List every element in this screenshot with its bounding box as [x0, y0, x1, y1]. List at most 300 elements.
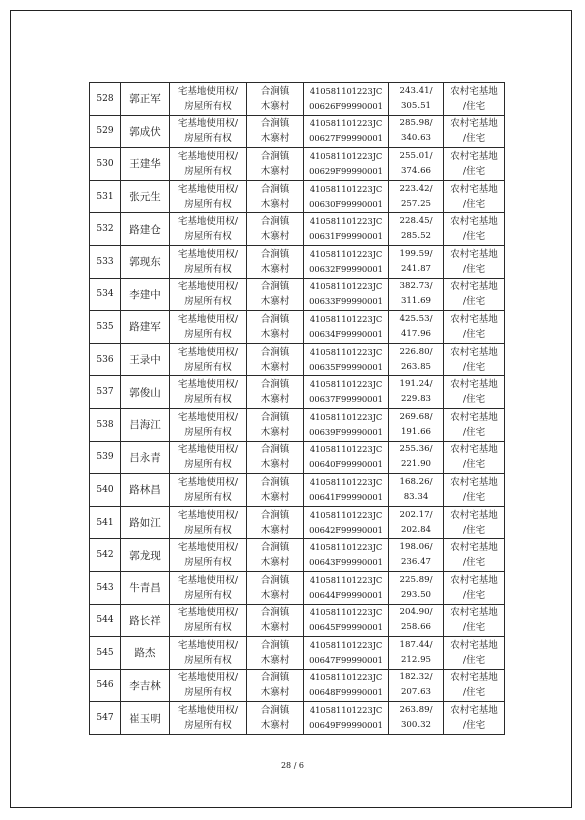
- table-row: [90, 278, 505, 311]
- land-use-text: 农村宅基地: [450, 85, 498, 97]
- table-row: [90, 311, 505, 344]
- right-type-text: 房屋所有权: [184, 589, 232, 601]
- land-use-cell: [444, 343, 505, 376]
- parcel-code-text: 410581101223JC: [309, 183, 383, 194]
- right-type-cell: [170, 148, 247, 181]
- location-text: 木寨村: [260, 198, 290, 210]
- right-type-cell: [170, 376, 247, 409]
- right-type-text: 房屋所有权: [184, 654, 232, 666]
- table-row: [90, 245, 505, 278]
- area-text: 207.63: [400, 687, 432, 698]
- table-row: [90, 148, 505, 181]
- right-type-text: 宅基地使用权/: [177, 85, 239, 97]
- land-use-text: /住宅: [462, 687, 486, 699]
- land-use-cell: [444, 571, 505, 604]
- parcel-code-text: 410581101223JC: [309, 248, 383, 259]
- parcel-code-text: 00642F99990001: [309, 524, 383, 535]
- owner-name-cell: [121, 245, 170, 278]
- right-type-text: 宅基地使用权/: [177, 248, 239, 260]
- area-text: 212.95: [400, 654, 432, 665]
- land-use-text: /住宅: [462, 133, 486, 145]
- location-text: 合涧镇: [260, 118, 290, 130]
- table-row: [90, 376, 505, 409]
- area-text: 191.24/: [399, 379, 433, 390]
- area-text: 293.50: [400, 589, 432, 600]
- land-use-text: 农村宅基地: [450, 444, 498, 456]
- owner-name-cell: [121, 408, 170, 441]
- area-text: 417.96: [400, 328, 432, 339]
- area-text: 187.44/: [399, 639, 433, 650]
- land-use-cell: [444, 637, 505, 670]
- location-text: 木寨村: [260, 296, 290, 308]
- location-text: 木寨村: [260, 328, 290, 340]
- location-text: 合涧镇: [260, 281, 290, 293]
- row-number-text: 531: [96, 191, 114, 202]
- owner-name-text: 牛青昌: [129, 582, 161, 595]
- right-type-cell: [170, 343, 247, 376]
- row-number-cell: [90, 441, 121, 474]
- parcel-code-cell: [304, 637, 389, 670]
- location-text: 木寨村: [260, 589, 290, 601]
- owner-name-text: 路建军: [129, 321, 161, 334]
- area-text: 258.66: [400, 622, 432, 633]
- right-type-text: 宅基地使用权/: [177, 118, 239, 130]
- land-use-text: 农村宅基地: [450, 118, 498, 130]
- area-cell: [389, 180, 444, 213]
- row-number-cell: [90, 506, 121, 539]
- location-cell: [247, 441, 304, 474]
- owner-name-text: 李建中: [129, 288, 161, 301]
- owner-name-cell: [121, 83, 170, 116]
- land-use-cell: [444, 245, 505, 278]
- land-use-text: /住宅: [462, 426, 486, 438]
- land-use-cell: [444, 148, 505, 181]
- location-text: 木寨村: [260, 263, 290, 275]
- area-cell: [389, 408, 444, 441]
- area-text: 198.06/: [399, 542, 433, 553]
- location-cell: [247, 571, 304, 604]
- right-type-text: 房屋所有权: [184, 231, 232, 243]
- area-cell: [389, 604, 444, 637]
- location-cell: [247, 278, 304, 311]
- right-type-cell: [170, 408, 247, 441]
- land-use-text: /住宅: [462, 263, 486, 275]
- row-number-text: 536: [96, 354, 114, 365]
- area-cell: [389, 637, 444, 670]
- location-text: 合涧镇: [260, 542, 290, 554]
- location-cell: [247, 669, 304, 702]
- row-number-cell: [90, 376, 121, 409]
- right-type-cell: [170, 637, 247, 670]
- parcel-code-cell: [304, 539, 389, 572]
- row-number-text: 537: [96, 387, 114, 398]
- parcel-code-text: 410581101223JC: [309, 346, 383, 357]
- table-row: [90, 539, 505, 572]
- land-use-text: /住宅: [462, 654, 486, 666]
- location-text: 木寨村: [260, 459, 290, 471]
- owner-name-cell: [121, 148, 170, 181]
- parcel-code-text: 00641F99990001: [309, 491, 383, 502]
- table-row: [90, 506, 505, 539]
- location-text: 合涧镇: [260, 411, 290, 423]
- owner-name-text: 吕海江: [129, 419, 161, 432]
- land-use-text: /住宅: [462, 231, 486, 243]
- land-use-text: 农村宅基地: [450, 705, 498, 717]
- owner-name-cell: [121, 604, 170, 637]
- row-number-cell: [90, 604, 121, 637]
- table-row: [90, 213, 505, 246]
- location-cell: [247, 180, 304, 213]
- row-number-text: 535: [96, 321, 114, 332]
- right-type-text: 房屋所有权: [184, 198, 232, 210]
- area-text: 374.66: [400, 165, 432, 176]
- right-type-cell: [170, 571, 247, 604]
- location-cell: [247, 408, 304, 441]
- location-text: 合涧镇: [260, 705, 290, 717]
- right-type-cell: [170, 115, 247, 148]
- parcel-code-text: 410581101223JC: [309, 574, 383, 585]
- area-cell: [389, 245, 444, 278]
- parcel-code-text: 00630F99990001: [309, 198, 383, 209]
- location-text: 合涧镇: [260, 509, 290, 521]
- land-use-text: /住宅: [462, 165, 486, 177]
- parcel-code-cell: [304, 311, 389, 344]
- owner-name-text: 郭龙现: [129, 549, 161, 562]
- land-use-text: /住宅: [462, 296, 486, 308]
- table-row: [90, 637, 505, 670]
- row-number-cell: [90, 311, 121, 344]
- parcel-code-text: 410581101223JC: [309, 509, 383, 520]
- right-type-text: 宅基地使用权/: [177, 607, 239, 619]
- right-type-text: 宅基地使用权/: [177, 411, 239, 423]
- right-type-text: 房屋所有权: [184, 361, 232, 373]
- parcel-code-text: 00644F99990001: [309, 589, 383, 600]
- location-text: 合涧镇: [260, 346, 290, 358]
- right-type-text: 房屋所有权: [184, 263, 232, 275]
- land-use-text: /住宅: [462, 720, 486, 732]
- parcel-code-cell: [304, 669, 389, 702]
- parcel-code-text: 00648F99990001: [309, 687, 383, 698]
- area-text: 191.66: [400, 426, 432, 437]
- parcel-code-text: 410581101223JC: [309, 542, 383, 553]
- land-use-cell: [444, 669, 505, 702]
- area-cell: [389, 669, 444, 702]
- right-type-cell: [170, 213, 247, 246]
- land-use-text: /住宅: [462, 491, 486, 503]
- area-text: 204.90/: [399, 607, 433, 618]
- land-use-text: /住宅: [462, 361, 486, 373]
- right-type-text: 宅基地使用权/: [177, 346, 239, 358]
- location-text: 木寨村: [260, 100, 290, 112]
- area-text: 228.45/: [399, 216, 433, 227]
- parcel-code-cell: [304, 376, 389, 409]
- location-text: 合涧镇: [260, 639, 290, 651]
- owner-name-cell: [121, 669, 170, 702]
- area-cell: [389, 83, 444, 116]
- row-number-cell: [90, 539, 121, 572]
- land-use-cell: [444, 213, 505, 246]
- area-text: 202.84: [400, 524, 432, 535]
- location-cell: [247, 115, 304, 148]
- row-number-cell: [90, 83, 121, 116]
- area-text: 255.01/: [399, 150, 433, 161]
- right-type-cell: [170, 245, 247, 278]
- parcel-code-text: 410581101223JC: [309, 150, 383, 161]
- location-text: 合涧镇: [260, 313, 290, 325]
- parcel-code-text: 410581101223JC: [309, 85, 383, 96]
- parcel-code-text: 410581101223JC: [309, 705, 383, 716]
- row-number-text: 545: [96, 647, 114, 658]
- area-text: 382.73/: [399, 281, 433, 292]
- right-type-cell: [170, 278, 247, 311]
- parcel-code-text: 410581101223JC: [309, 313, 383, 324]
- location-text: 木寨村: [260, 231, 290, 243]
- row-number-cell: [90, 571, 121, 604]
- owner-name-text: 吕永青: [129, 451, 161, 464]
- parcel-code-text: 00640F99990001: [309, 459, 383, 470]
- registration-table-body: [90, 83, 505, 735]
- row-number-text: 546: [96, 680, 114, 691]
- land-use-cell: [444, 408, 505, 441]
- area-text: 285.52: [400, 231, 432, 242]
- parcel-code-text: 410581101223JC: [309, 281, 383, 292]
- parcel-code-text: 410581101223JC: [309, 444, 383, 455]
- parcel-code-text: 00647F99990001: [309, 654, 383, 665]
- owner-name-text: 路建仓: [129, 223, 161, 236]
- row-number-cell: [90, 408, 121, 441]
- parcel-code-cell: [304, 702, 389, 735]
- right-type-cell: [170, 669, 247, 702]
- owner-name-text: 路如江: [129, 517, 161, 530]
- parcel-code-text: 00643F99990001: [309, 557, 383, 568]
- land-use-cell: [444, 376, 505, 409]
- parcel-code-text: 410581101223JC: [309, 379, 383, 390]
- owner-name-cell: [121, 539, 170, 572]
- parcel-code-text: 410581101223JC: [309, 639, 383, 650]
- land-use-text: 农村宅基地: [450, 281, 498, 293]
- location-text: 合涧镇: [260, 379, 290, 391]
- area-cell: [389, 115, 444, 148]
- location-cell: [247, 539, 304, 572]
- row-number-text: 528: [96, 93, 114, 104]
- land-use-text: /住宅: [462, 328, 486, 340]
- table-row: [90, 604, 505, 637]
- table-row: [90, 115, 505, 148]
- owner-name-cell: [121, 506, 170, 539]
- table-row: [90, 702, 505, 735]
- right-type-text: 房屋所有权: [184, 165, 232, 177]
- right-type-text: 宅基地使用权/: [177, 574, 239, 586]
- right-type-cell: [170, 180, 247, 213]
- parcel-code-text: 00633F99990001: [309, 296, 383, 307]
- right-type-text: 房屋所有权: [184, 459, 232, 471]
- right-type-cell: [170, 83, 247, 116]
- right-type-text: 房屋所有权: [184, 394, 232, 406]
- area-text: 182.32/: [399, 672, 433, 683]
- location-text: 木寨村: [260, 426, 290, 438]
- area-text: 83.34: [403, 491, 429, 502]
- owner-name-text: 崔玉明: [129, 712, 161, 725]
- right-type-cell: [170, 474, 247, 507]
- parcel-code-text: 410581101223JC: [309, 118, 383, 129]
- parcel-code-cell: [304, 571, 389, 604]
- parcel-code-text: 00631F99990001: [309, 231, 383, 242]
- owner-name-cell: [121, 180, 170, 213]
- row-number-cell: [90, 148, 121, 181]
- area-text: 305.51: [400, 100, 432, 111]
- area-text: 311.69: [400, 296, 432, 307]
- area-cell: [389, 213, 444, 246]
- owner-name-text: 路林昌: [129, 484, 161, 497]
- right-type-text: 房屋所有权: [184, 133, 232, 145]
- owner-name-cell: [121, 115, 170, 148]
- parcel-code-text: 00632F99990001: [309, 263, 383, 274]
- table-row: [90, 408, 505, 441]
- area-text: 425.53/: [399, 313, 433, 324]
- row-number-text: 543: [96, 582, 114, 593]
- row-number-text: 538: [96, 419, 114, 430]
- owner-name-cell: [121, 278, 170, 311]
- row-number-cell: [90, 702, 121, 735]
- row-number-text: 533: [96, 256, 114, 267]
- owner-name-text: 郭俊山: [129, 386, 161, 399]
- right-type-text: 宅基地使用权/: [177, 281, 239, 293]
- owner-name-text: 路长祥: [129, 614, 161, 627]
- area-text: 285.98/: [399, 118, 433, 129]
- land-use-text: 农村宅基地: [450, 346, 498, 358]
- right-type-text: 房屋所有权: [184, 720, 232, 732]
- area-text: 269.68/: [399, 411, 433, 422]
- parcel-code-text: 410581101223JC: [309, 607, 383, 618]
- land-use-text: /住宅: [462, 394, 486, 406]
- area-text: 300.32: [400, 720, 432, 731]
- location-text: 木寨村: [260, 394, 290, 406]
- parcel-code-cell: [304, 213, 389, 246]
- parcel-code-cell: [304, 506, 389, 539]
- land-use-cell: [444, 441, 505, 474]
- owner-name-cell: [121, 702, 170, 735]
- parcel-code-text: 410581101223JC: [309, 411, 383, 422]
- area-cell: [389, 376, 444, 409]
- area-text: 168.26/: [399, 476, 433, 487]
- area-cell: [389, 441, 444, 474]
- land-use-cell: [444, 506, 505, 539]
- land-use-text: /住宅: [462, 100, 486, 112]
- land-use-cell: [444, 180, 505, 213]
- location-text: 木寨村: [260, 524, 290, 536]
- right-type-text: 房屋所有权: [184, 100, 232, 112]
- right-type-text: 房屋所有权: [184, 557, 232, 569]
- area-text: 202.17/: [399, 509, 433, 520]
- row-number-text: 529: [96, 126, 114, 137]
- row-number-text: 530: [96, 158, 114, 169]
- parcel-code-text: 410581101223JC: [309, 476, 383, 487]
- owner-name-cell: [121, 213, 170, 246]
- parcel-code-cell: [304, 441, 389, 474]
- table-row: [90, 180, 505, 213]
- area-cell: [389, 474, 444, 507]
- location-cell: [247, 148, 304, 181]
- owner-name-cell: [121, 311, 170, 344]
- land-use-text: /住宅: [462, 459, 486, 471]
- area-cell: [389, 148, 444, 181]
- location-cell: [247, 702, 304, 735]
- area-text: 225.89/: [399, 574, 433, 585]
- table-row: [90, 571, 505, 604]
- land-use-text: 农村宅基地: [450, 476, 498, 488]
- land-use-text: 农村宅基地: [450, 574, 498, 586]
- right-type-text: 宅基地使用权/: [177, 639, 239, 651]
- location-cell: [247, 213, 304, 246]
- owner-name-text: 郭成伏: [129, 125, 161, 138]
- parcel-code-text: 00635F99990001: [309, 361, 383, 372]
- right-type-text: 房屋所有权: [184, 328, 232, 340]
- right-type-text: 房屋所有权: [184, 524, 232, 536]
- land-use-cell: [444, 115, 505, 148]
- right-type-text: 宅基地使用权/: [177, 444, 239, 456]
- area-cell: [389, 278, 444, 311]
- area-text: 223.42/: [399, 183, 433, 194]
- location-text: 木寨村: [260, 622, 290, 634]
- area-cell: [389, 343, 444, 376]
- owner-name-cell: [121, 571, 170, 604]
- right-type-text: 宅基地使用权/: [177, 313, 239, 325]
- land-use-text: 农村宅基地: [450, 639, 498, 651]
- location-text: 木寨村: [260, 687, 290, 699]
- location-cell: [247, 506, 304, 539]
- location-cell: [247, 604, 304, 637]
- row-number-cell: [90, 245, 121, 278]
- area-text: 243.41/: [399, 85, 433, 96]
- area-text: 229.83: [400, 394, 432, 405]
- parcel-code-text: 00627F99990001: [309, 133, 383, 144]
- land-use-cell: [444, 311, 505, 344]
- location-cell: [247, 83, 304, 116]
- area-text: 236.47: [400, 557, 432, 568]
- owner-name-cell: [121, 343, 170, 376]
- land-use-text: 农村宅基地: [450, 313, 498, 325]
- parcel-code-cell: [304, 408, 389, 441]
- parcel-code-cell: [304, 245, 389, 278]
- location-text: 合涧镇: [260, 183, 290, 195]
- parcel-code-text: 410581101223JC: [309, 672, 383, 683]
- area-text: 199.59/: [399, 248, 433, 259]
- row-number-cell: [90, 213, 121, 246]
- land-use-cell: [444, 278, 505, 311]
- parcel-code-cell: [304, 180, 389, 213]
- area-cell: [389, 311, 444, 344]
- land-use-text: 农村宅基地: [450, 509, 498, 521]
- location-text: 合涧镇: [260, 574, 290, 586]
- parcel-code-text: 00626F99990001: [309, 100, 383, 111]
- land-use-text: 农村宅基地: [450, 216, 498, 228]
- table-row: [90, 474, 505, 507]
- parcel-code-cell: [304, 278, 389, 311]
- land-use-cell: [444, 474, 505, 507]
- parcel-code-text: 00639F99990001: [309, 426, 383, 437]
- location-text: 合涧镇: [260, 444, 290, 456]
- owner-name-cell: [121, 474, 170, 507]
- row-number-cell: [90, 180, 121, 213]
- row-number-text: 542: [96, 550, 114, 561]
- row-number-cell: [90, 637, 121, 670]
- area-text: 226.80/: [399, 346, 433, 357]
- right-type-cell: [170, 311, 247, 344]
- land-use-text: /住宅: [462, 198, 486, 210]
- location-cell: [247, 637, 304, 670]
- land-use-text: /住宅: [462, 557, 486, 569]
- owner-name-text: 李吉林: [129, 679, 161, 692]
